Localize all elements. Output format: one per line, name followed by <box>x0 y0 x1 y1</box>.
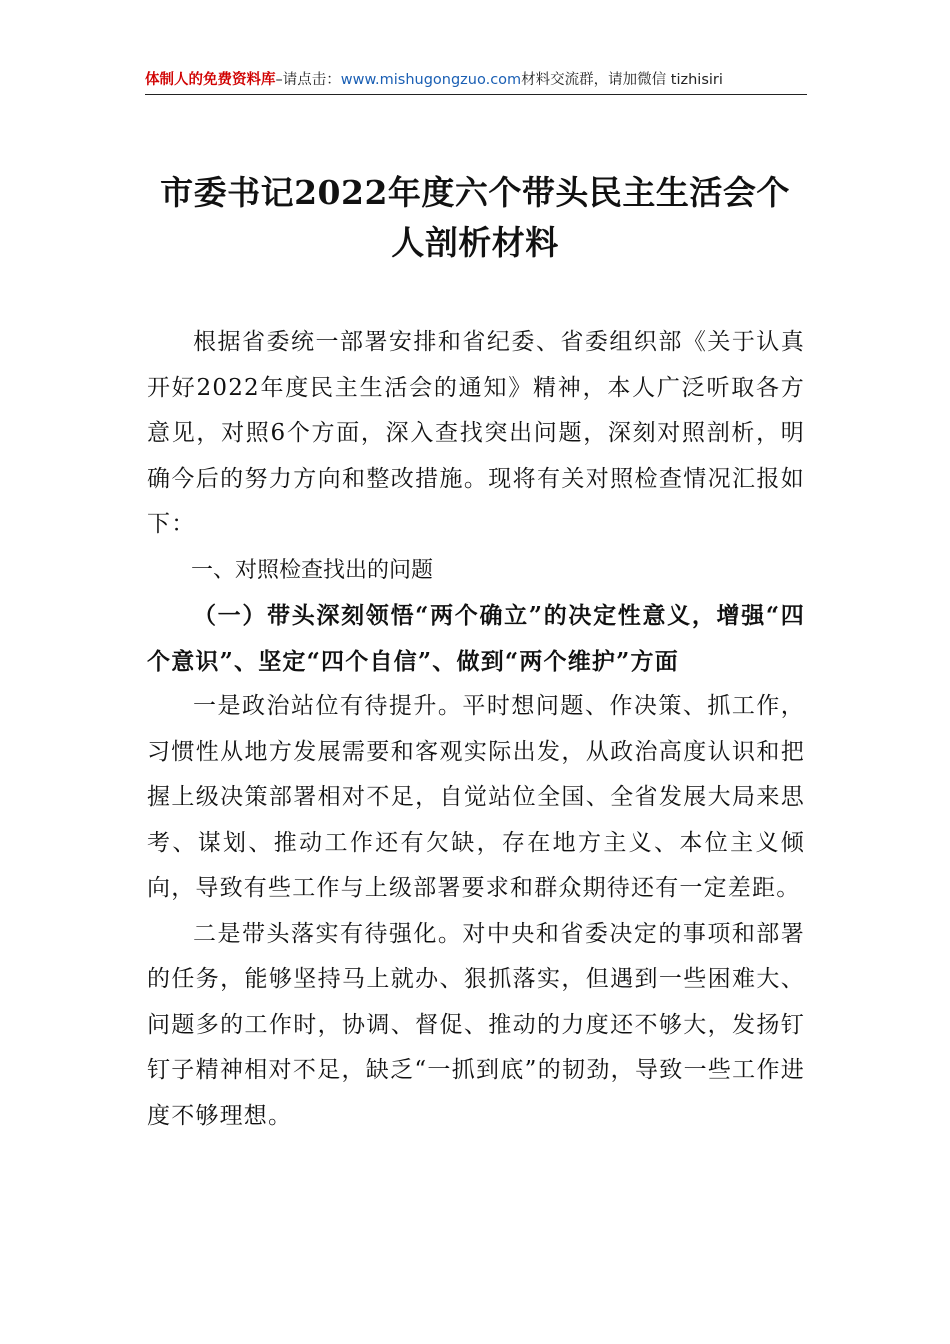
site-url-link[interactable]: www.mishugongzuo.com <box>340 72 522 88</box>
title-line-1: 市委书记2022年度六个带头民主生活会个 <box>160 173 790 212</box>
click-prompt: –请点击： <box>275 72 341 88</box>
document-body <box>147 320 805 1139</box>
subsection-heading: （一）带头深刻领悟“两个确立”的决定性意义，增强“四个意识”、坚定“四个自信”、做到“两个维护”方面 <box>147 602 805 675</box>
title-line-2: 人剖析材料 <box>391 223 559 262</box>
wechat-text: 材料交流群，请加微信 tizhisiri <box>521 72 723 88</box>
paragraph-1: 一是政治站位有待提升。平时想问题、作决策、抓工作，习惯性从地方发展需要和客观实际出发，从政治高度认识和把握上级决策部署相对不足，自觉站位全国、全省发展大局来思考、谋划、推动工作还有欠缺，存在地方主义、本位主义倾向，导致有些工作与上级部署要求和群众期待还有一定差距。 <box>147 693 805 901</box>
paragraph-2: 二是带头落实有待强化。对中央和省委决定的事项和部署的任务，能够坚持马上就办、狠抓落实，但遇到一些困难大、问题多的工作时，协调、督促、推动的力度还不够大，发扬钉钉子精神相对不足，缺乏“一抓到底”的韧劲，导致一些工作进度不够理想。 <box>147 920 805 1129</box>
section-heading: 一、对照检查找出的问题 <box>191 557 434 583</box>
document-header <box>145 68 807 95</box>
intro-paragraph: 根据省委统一部署安排和省纪委、省委组织部《关于认真开好2022年度民主生活会的通知》精神，本人广泛听取各方意见，对照6个方面，深入查找突出问题，深刻对照剖析，明确今后的努力方向和整改措施。现将有关对照检查情况汇报如下： <box>147 329 805 537</box>
page-title <box>140 168 810 268</box>
site-name: 体制人的免费资料库 <box>145 72 276 88</box>
